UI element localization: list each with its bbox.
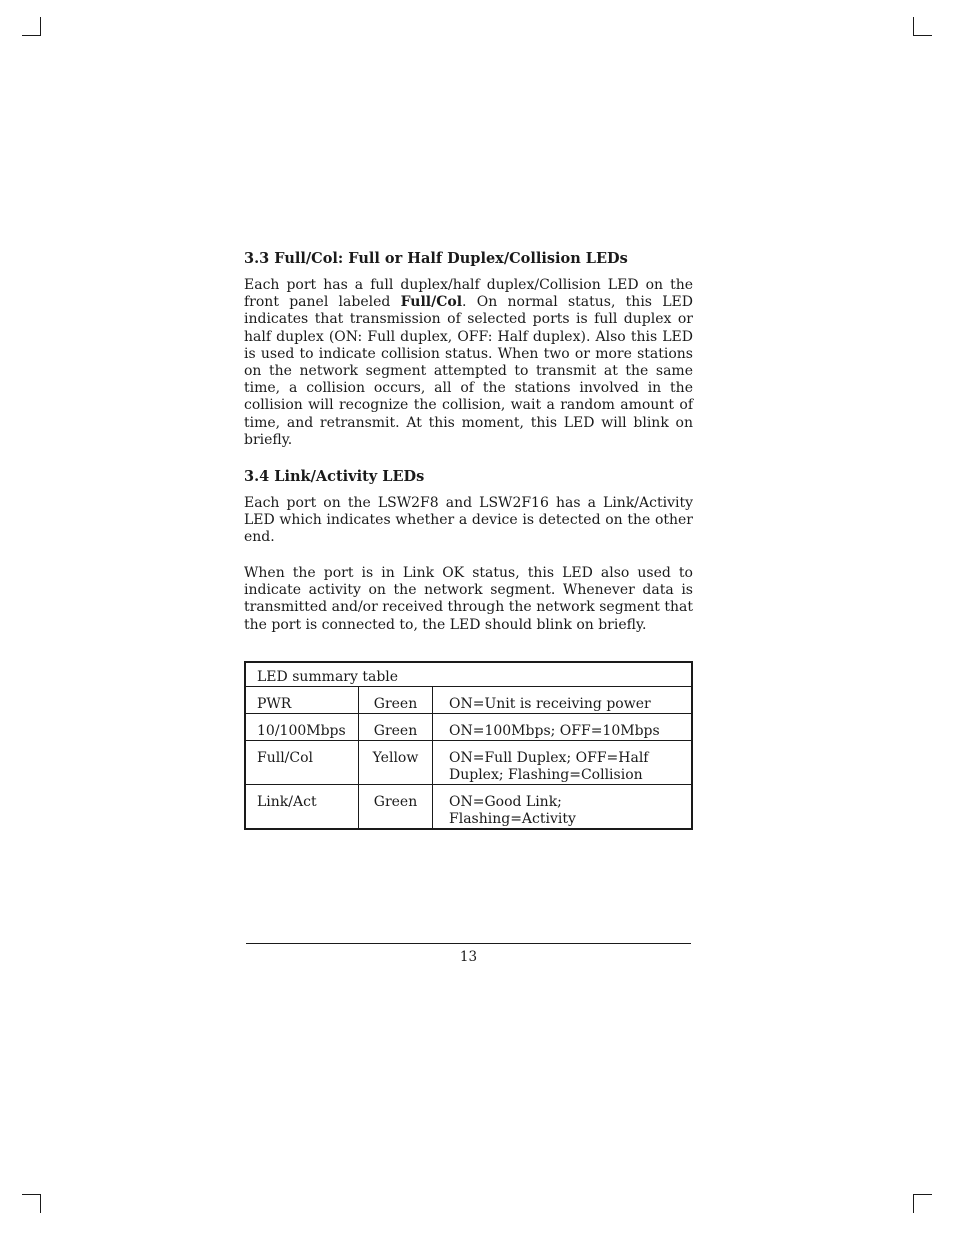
table-row xyxy=(245,687,692,714)
led-meaning-cell: ON=100Mbps; OFF=10Mbps xyxy=(433,714,693,741)
led-meaning-cell: ON=Good Link; Flashing=Activity xyxy=(433,785,693,830)
led-name-cell: 10/100Mbps xyxy=(245,714,359,741)
table-row xyxy=(245,741,692,785)
panel-label-full-col: Full/Col xyxy=(400,294,463,311)
section-3-3-paragraph xyxy=(244,277,693,449)
crop-mark-bottom-right-vertical xyxy=(913,1194,914,1213)
led-meaning-cell: ON=Full Duplex; OFF=Half Duplex; Flashing=Collision xyxy=(433,741,693,785)
section-3-4-paragraph-1: Each port on the LSW2F8 and LSW2F16 has a Link/Activity LED which indicates whether a device is detected on the other end. xyxy=(244,495,693,546)
crop-mark-bottom-left-vertical xyxy=(40,1194,41,1213)
table-row xyxy=(245,785,692,830)
section-3-4-paragraph-2: When the port is in Link OK status, this LED also used to indicate activity on the network segment. Whenever data is transmitted and/or received through the network segment that the port is connected to, the LED should blink on briefly. xyxy=(244,565,693,633)
table-caption: LED summary table xyxy=(245,662,692,687)
section-3-3-heading: 3.3 Full/Col: Full or Half Duplex/Collision LEDs xyxy=(244,250,628,267)
led-name-cell: Full/Col xyxy=(245,741,359,785)
crop-mark-top-right-vertical xyxy=(913,17,914,36)
page-number: 13 xyxy=(459,949,478,965)
crop-mark-bottom-left-horizontal xyxy=(22,1194,41,1195)
section-3-4-heading: 3.4 Link/Activity LEDs xyxy=(244,468,425,485)
led-meaning-cell: ON=Unit is receiving power xyxy=(433,687,693,714)
crop-mark-top-left-horizontal xyxy=(22,35,41,36)
paragraph-text: Each port has a full duplex/half duplex/Collision LED on the front panel labeled xyxy=(244,277,693,311)
crop-mark-top-right-horizontal xyxy=(913,35,932,36)
led-name-cell: Link/Act xyxy=(245,785,359,830)
crop-mark-bottom-right-horizontal xyxy=(913,1194,932,1195)
led-name-cell: PWR xyxy=(245,687,359,714)
led-color-cell: Green xyxy=(359,785,433,830)
crop-mark-top-left-vertical xyxy=(40,17,41,36)
led-color-cell: Yellow xyxy=(359,741,433,785)
led-color-cell: Green xyxy=(359,687,433,714)
table-caption-row xyxy=(245,662,692,687)
table-row xyxy=(245,714,692,741)
led-color-cell: Green xyxy=(359,714,433,741)
paragraph-text-continued: . On normal status, this LED indicates that transmission of selected ports is full duplex or half duplex (ON: Full duplex, OFF: Half duplex). Also this LED is used to indicate collision status. When two or more stations on the network segment attempted to transmit at the same time, a collision occurs, all of the stations involved in the collision will recognize the collision, wait a random amount of time, and retransmit. At this moment, this LED will blink on briefly. xyxy=(244,294,693,448)
footer-rule xyxy=(246,943,691,944)
led-summary-table xyxy=(244,661,693,830)
